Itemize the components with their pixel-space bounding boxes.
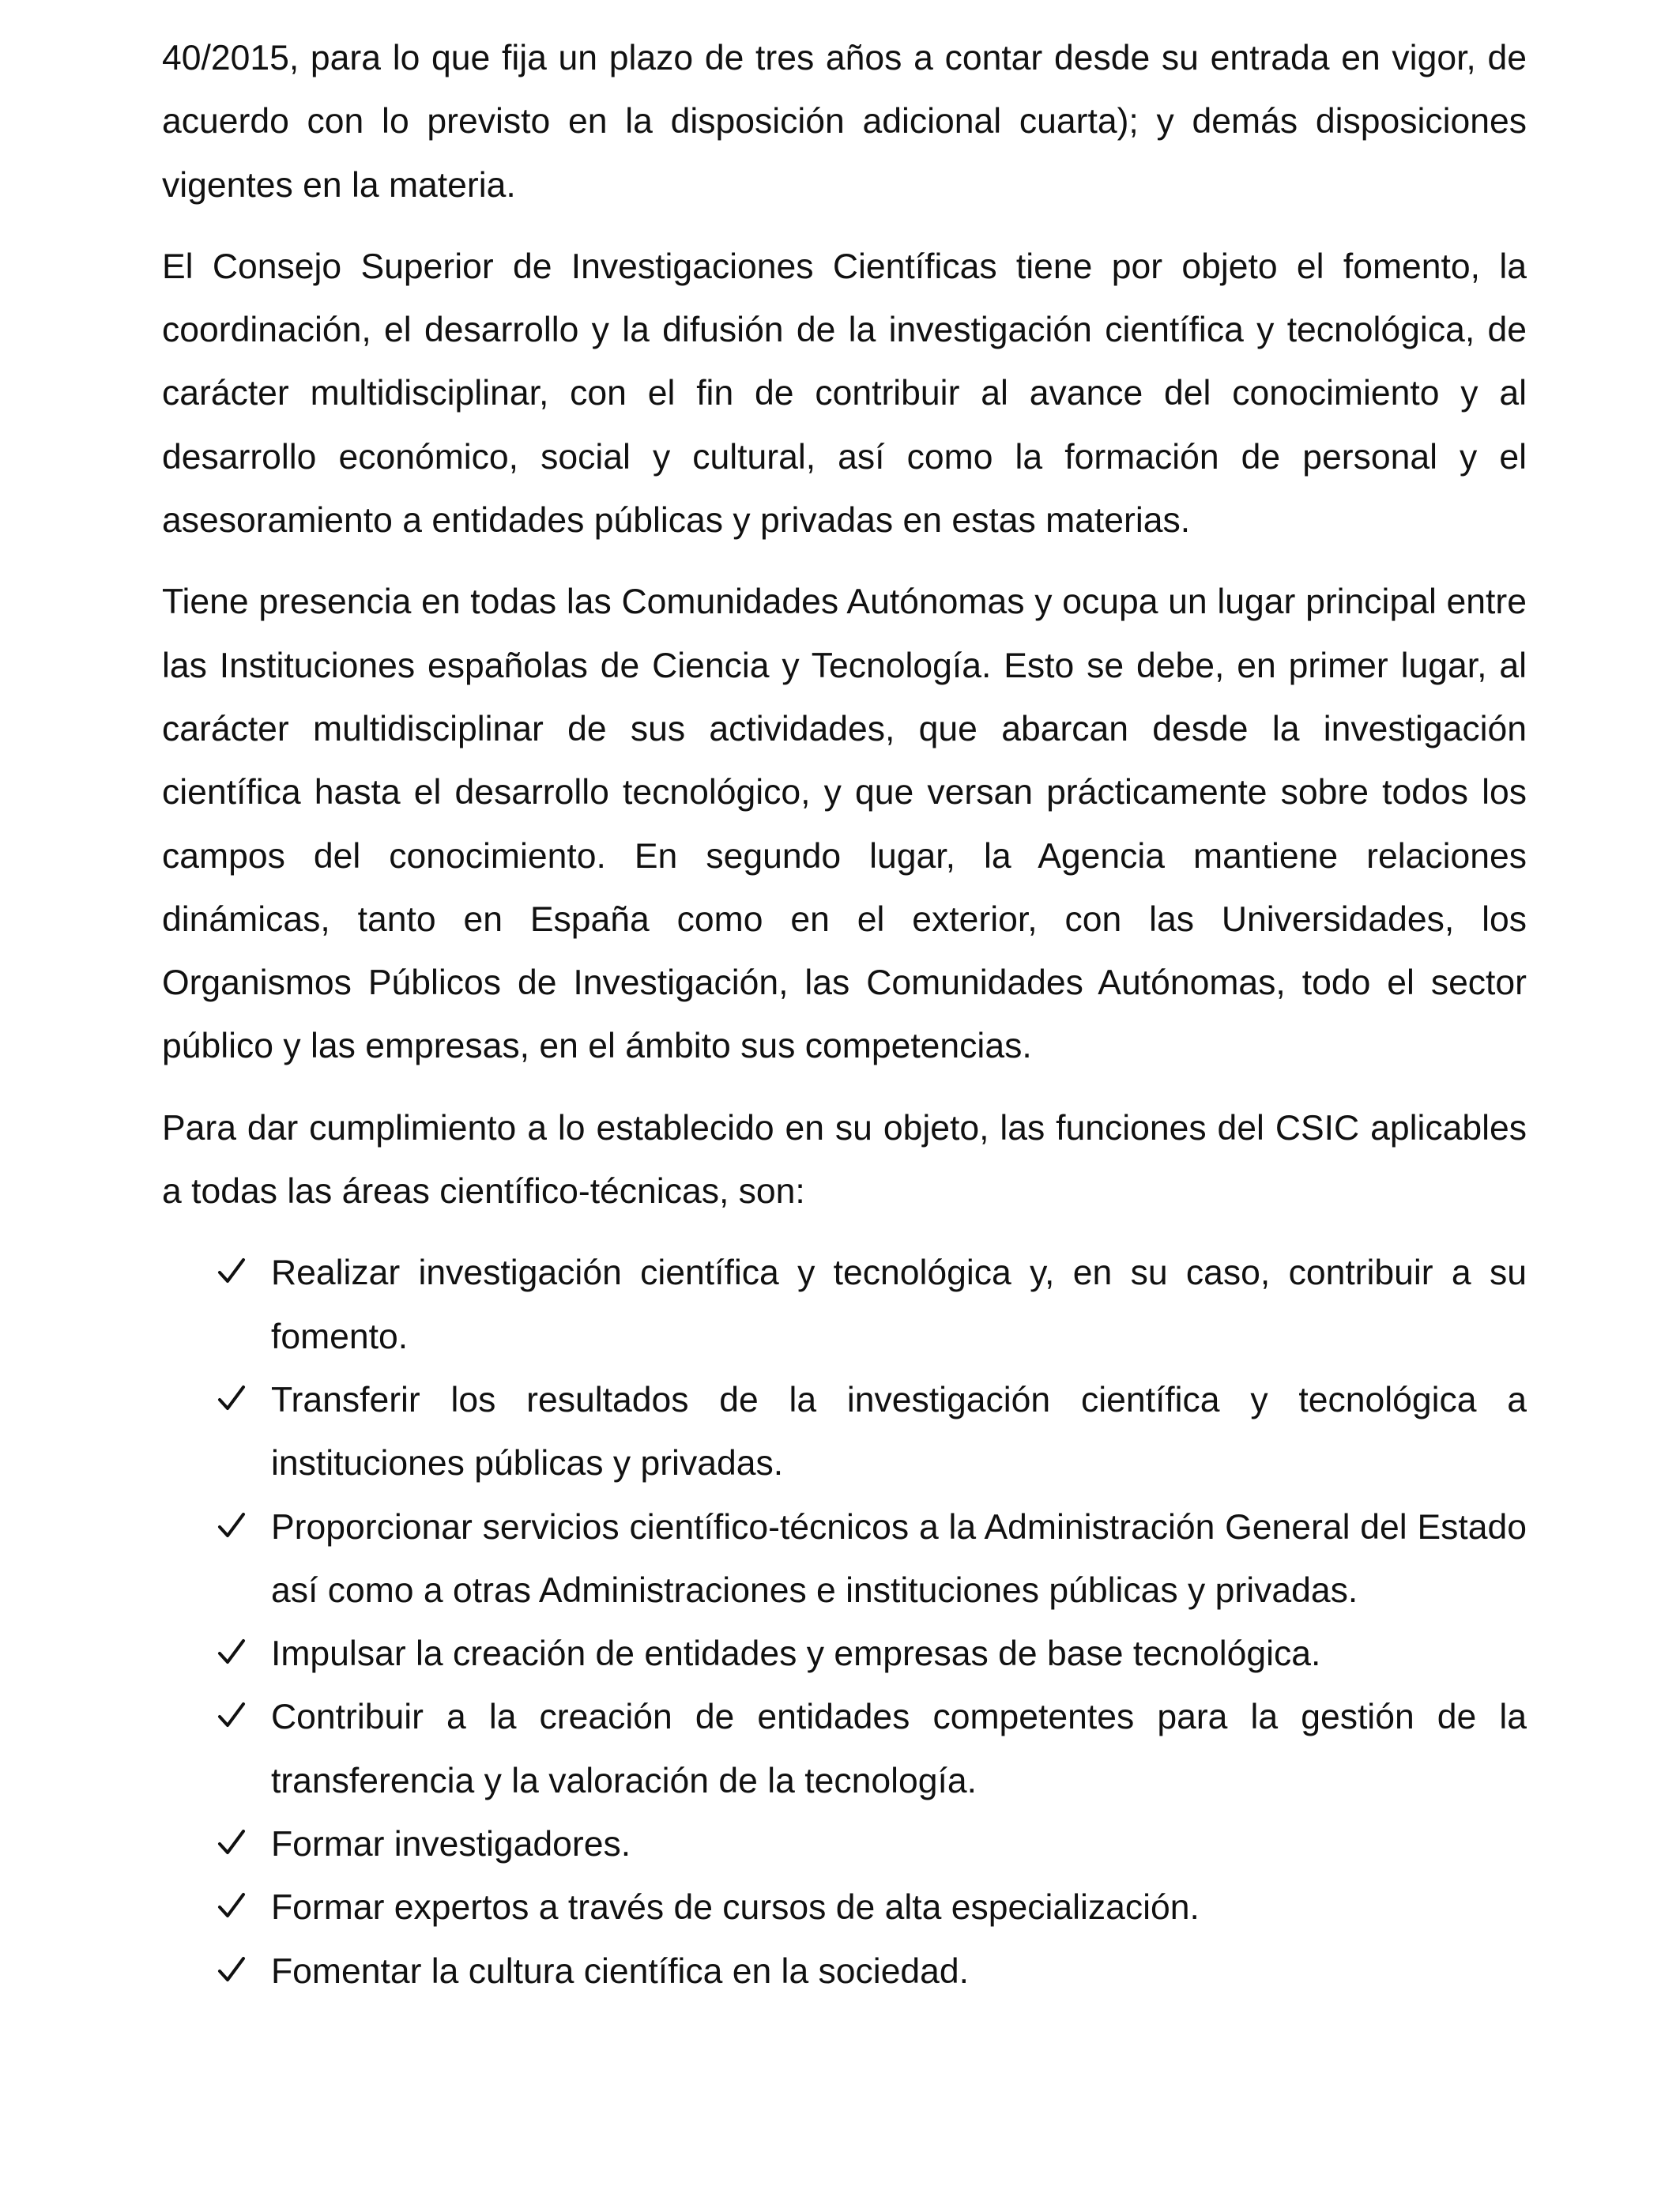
list-item-text: Fomentar la cultura científica en la sociedad. bbox=[271, 1951, 970, 1991]
list-item-text: Contribuir a la creación de entidades competentes para la gestión de la transferencia y la valoración de la tecnología. bbox=[271, 1698, 1527, 1800]
checkmark-icon bbox=[217, 1623, 249, 1686]
list-item-text: Proporcionar servicios científico-técnicos a la Administración General del Estado así como a otras Administraciones e instituciones públicas y privadas. bbox=[271, 1507, 1527, 1610]
checkmark-icon bbox=[217, 1876, 249, 1940]
list-item-text: Realizar investigación científica y tecnológica y, en su caso, contribuir a su fomento. bbox=[271, 1253, 1527, 1356]
checkmark-icon bbox=[217, 1813, 249, 1876]
list-item bbox=[162, 1623, 1527, 1686]
functions-list bbox=[162, 1242, 1527, 2004]
list-item bbox=[162, 1876, 1527, 1940]
list-item bbox=[162, 1813, 1527, 1876]
checkmark-icon bbox=[217, 1242, 249, 1305]
checkmark-icon bbox=[217, 1686, 249, 1749]
list-item-text: Transferir los resultados de la investigación científica y tecnológica a instituciones públicas y privadas. bbox=[271, 1380, 1527, 1483]
list-item bbox=[162, 1686, 1527, 1813]
list-item bbox=[162, 1369, 1527, 1496]
document-body bbox=[162, 27, 1527, 2004]
paragraph-csic-presence: Tiene presencia en todas las Comunidades Autónomas y ocupa un lugar principal entre las Instituciones españolas de Ciencia y Tecnología. Esto se debe, en primer lugar, al carácter multidisciplinar de sus actividades, que abarcan desde la investigación científica hasta el desarrollo tecnológico, y que versan prácticamente sobre todos los campos del conocimiento. En segundo lugar, la Agencia mantiene relaciones dinámicas, tanto en España como en el exterior, con las Universidades, los Organismos Públicos de Investigación, las Comunidades Autónomas, todo el sector público y las empresas, en el ámbito sus competencias. bbox=[162, 582, 1527, 1066]
list-item bbox=[162, 1940, 1527, 2004]
list-item-text: Impulsar la creación de entidades y empresas de base tecnológica. bbox=[271, 1634, 1321, 1674]
paragraph-functions-intro: Para dar cumplimiento a lo establecido en su objeto, las funciones del CSIC aplicables a todas las áreas científico-técnicas, son: bbox=[162, 1108, 1527, 1212]
checkmark-icon bbox=[217, 1940, 249, 2004]
list-item-text: Formar expertos a través de cursos de alta especialización. bbox=[271, 1888, 1200, 1928]
paragraph-csic-purpose: El Consejo Superior de Investigaciones Científicas tiene por objeto el fomento, la coordinación, el desarrollo y la difusión de la investigación científica y tecnológica, de carácter multidisciplinar, con el fin de contribuir al avance del conocimiento y al desarrollo económico, social y cultural, así como la formación de personal y el asesoramiento a entidades públicas y privadas en estas materias. bbox=[162, 247, 1527, 541]
paragraph-legal-reference: 40/2015, para lo que fija un plazo de tres años a contar desde su entrada en vigor, de acuerdo con lo previsto en la disposición adicional cuarta); y demás disposiciones vigentes en la materia. bbox=[162, 39, 1527, 205]
list-item-text: Formar investigadores. bbox=[271, 1825, 631, 1864]
checkmark-icon bbox=[217, 1496, 249, 1559]
list-item bbox=[162, 1496, 1527, 1623]
list-item bbox=[162, 1242, 1527, 1369]
checkmark-icon bbox=[217, 1369, 249, 1432]
